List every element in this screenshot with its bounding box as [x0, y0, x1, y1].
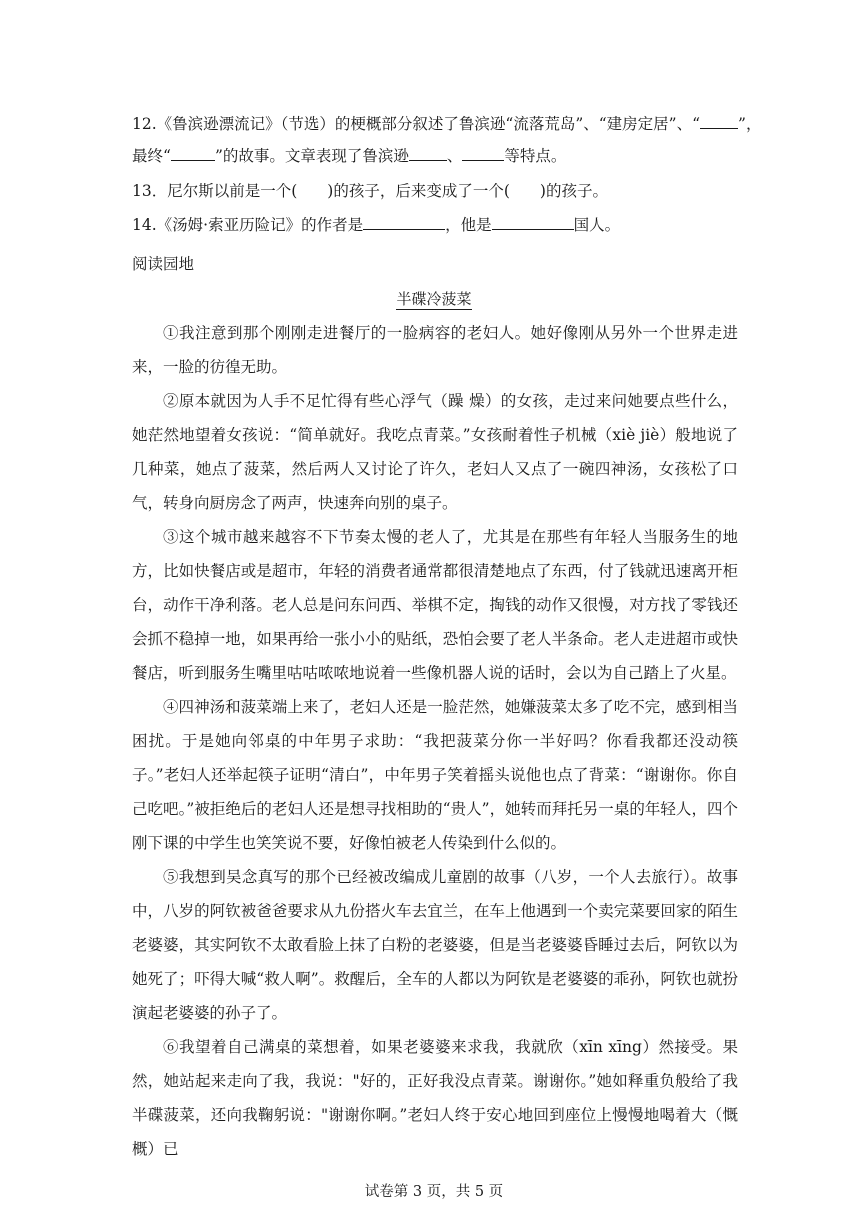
- q12-text-b: ”，: [738, 115, 762, 133]
- q14-text-a: 14.《汤姆·索亚历险记》的作者是: [132, 216, 364, 234]
- article-title: 半碟冷菠菜: [396, 290, 472, 308]
- question-13: [132, 180, 608, 202]
- q14-blank-2: [492, 214, 574, 230]
- q13-text-b: )的孩子，后来变成了一个(: [327, 182, 510, 200]
- question-12-line-2: [132, 145, 566, 167]
- question-14: [132, 214, 620, 236]
- section-heading: 阅读园地: [132, 255, 195, 273]
- article-paragraph-5: ⑤我想到吴念真写的那个已经被改编成儿童剧的故事（八岁，一个人去旅行）。故事中，八岁的阿钦被爸爸要求从九份搭火车去宜兰，在车上他遇到一个卖完菜要回家的陌生老婆婆，其实阿钦不太敢看脸上抹了白粉的老婆婆，但是当老婆婆昏睡过去后，阿钦以为她死了；吓得大喊“救人啊”。救醒后，全车的人都以为阿钦是老婆婆的乖孙，阿钦也就扮演起老婆婆的孙子了。: [132, 868, 738, 1022]
- q12-text-f: 等特点。: [504, 147, 567, 165]
- article-paragraph-2: ②原本就因为人手不足忙得有些心浮气（躁 燥）的女孩，走过来问她要点些什么，她茫然地望着女孩说：“简单就好。我吃点青菜。”女孩耐着性子机械（xiè jiè）般地说了几种菜，她点了菠菜，然后两人又讨论了许久，老妇人又点了一碗四神汤，女孩松了口气，转身向厨房念了两声，快速奔向别的桌子。: [132, 392, 738, 512]
- article-paragraph-6: ⑥我望着自己满桌的菜想着，如果老婆婆来求我，我就欣（xīn xīng）然接受。果然，她站起来走向了我，我说："好的，正好我没点青菜。谢谢你。”她如释重负般给了我半碟菠菜，还向我鞠躬说："谢谢你啊。”老妇人终于安心地回到座位上慢慢地喝着大（慨 概）已: [132, 1038, 738, 1158]
- q12-blank-3: [409, 145, 447, 161]
- q12-text-d: ”的故事。文章表现了鲁滨逊: [214, 147, 409, 165]
- q12-text-a: 12.《鲁滨逊漂流记》（节选）的梗概部分叙述了鲁滨逊“流落荒岛”、“建房定居”、“: [132, 115, 701, 133]
- q14-text-c: 国人。: [573, 216, 621, 234]
- q13-text-c: )的孩子。: [539, 182, 608, 200]
- article-paragraph-3: ③这个城市越来越容不下节奏太慢的老人了，尤其是在那些有年轻人当服务生的地方，比如快餐店或是超市，年轻的消费者通常都很清楚地点了东西，付了钱就迅速离开柜台，动作干净利落。老人总是问东问西、举棋不定，掏钱的动作又很慢，对方找了零钱还会抓不稳掉一地，如果再给一张小小的贴纸，恐怕会要了老人半条命。老人走进超市或快餐店，听到服务生嘴里咕咕哝哝地说着一些像机器人说的话时，会以为自己踏上了火星。: [132, 528, 738, 682]
- q14-text-b: ，他是: [445, 216, 492, 234]
- q12-text-c: 最终“: [132, 147, 171, 165]
- article-paragraph-4: ④四神汤和菠菜端上来了，老妇人还是一脸茫然，她嫌菠菜太多了吃不完，感到相当困扰。于是她向邻桌的中年男子求助：“我把菠菜分你一半好吗？你看我都还没动筷子。”老妇人还举起筷子证明“清白”，中年男子笑着摇头说他也点了背菜：“谢谢你。你自己吃吧。”被拒绝后的老妇人还是想寻找相助的“贵人”，她转而拜托另一桌的年轻人，四个刚下课的中学生也笑笑说不要，好像怕被老人传染到什么似的。: [132, 698, 738, 852]
- q12-blank-1: [700, 113, 738, 129]
- article-body: [132, 316, 738, 1166]
- question-12-line-1: [132, 113, 761, 135]
- q14-blank-1: [363, 214, 445, 230]
- q12-blank-4: [462, 145, 504, 161]
- article-title-wrapper: [0, 288, 868, 309]
- article-paragraph-1: ①我注意到那个刚刚走进餐厅的一脸病容的老妇人。她好像刚从另外一个世界走进来，一脸的彷徨无助。: [132, 324, 738, 376]
- page-footer: 试卷第 3 页，共 5 页: [364, 1184, 504, 1200]
- q12-blank-2: [171, 145, 215, 161]
- q12-text-e: 、: [446, 147, 463, 165]
- q13-text-a: 13．尼尔斯以前是一个(: [132, 182, 298, 200]
